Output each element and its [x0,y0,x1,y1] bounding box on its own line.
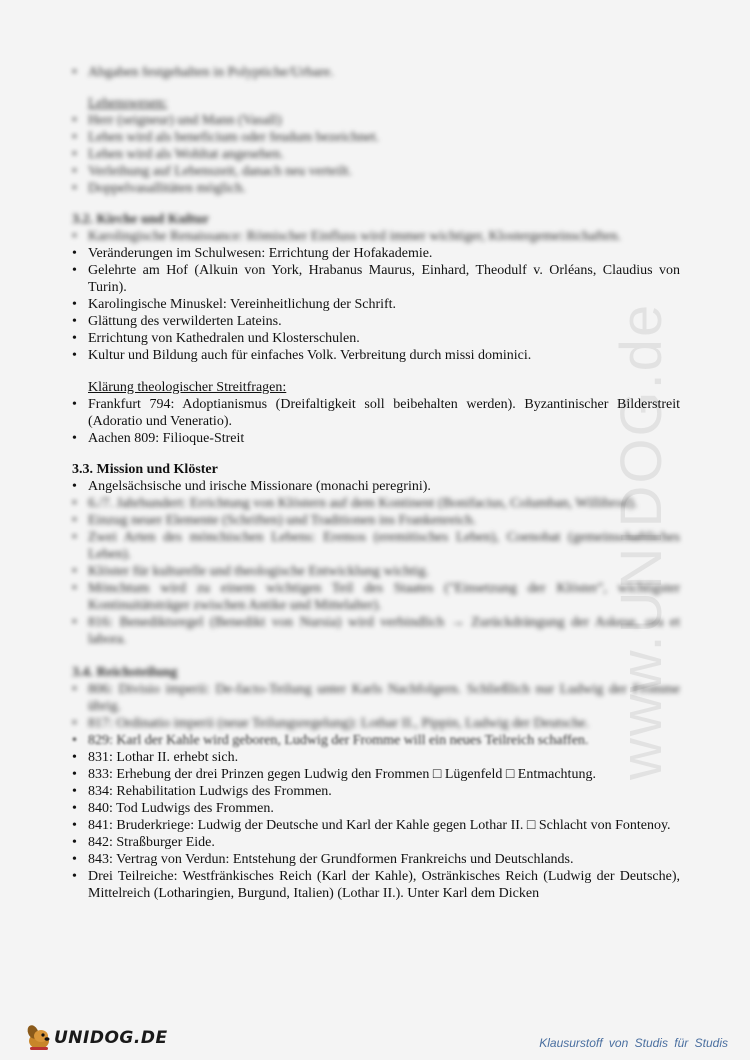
list-item: • Herr (seigneur) und Mann (Vasall) [72,112,680,129]
list-item: • Glättung des verwilderten Lateins. [72,313,680,330]
list-item: • Zwei Arten des mönchischen Lebens: Eremos (eremitisches Leben), Coenobat (gemeinschaftliches Leben). [72,529,680,563]
list-item: • Karolingische Minuskel: Vereinheitlichung der Schrift. [72,296,680,313]
list-item: • 829: Karl der Kahle wird geboren, Ludwig der Fromme will ein neues Teilreich schaffen. [72,732,680,749]
page-footer [0,1010,750,1060]
list-item: • 806: Divisio imperii: De-facto-Teilung unter Karls Nachfolgern. Schließlich nur Ludwig der Fromme übrig. [72,681,680,715]
footer-tagline: Klausurstoff von Studis für Studis [539,1036,728,1050]
list-item: • Gelehrte am Hof (Alkuin von York, Hrabanus Maurus, Einhard, Theodulf v. Orléans, Claudius von Turin). [72,262,680,296]
list-item: • Doppelvasallitäten möglich. [72,180,680,197]
list-item: • Mönchtum wird zu einem wichtigen Teil des Staates ("Einsetzung der Klöster", wichtigster Kontinuitätsträger zwischen Antike und Mittelalter). [72,580,680,614]
subheading: Klärung theologischer Streitfragen: [88,380,287,395]
list-item: • 840: Tod Ludwigs des Frommen. [72,800,680,817]
section-title: 3.4. Reichsteilung [72,665,178,680]
section-title: 3.3. Mission und Klöster [72,462,218,477]
list-item: • 843: Vertrag von Verdun: Entstehung der Grundformen Frankreichs und Deutschlands. [72,851,680,868]
list-item: • Errichtung von Kathedralen und Klosterschulen. [72,330,680,347]
list-item: • Lehen wird als beneficium oder feudum bezeichnet. [72,129,680,146]
blurred-top-block [72,64,680,197]
list-item: • Frankfurt 794: Adoptianismus (Dreifaltigkeit soll beibehalten werden). Byzantinischer Bilderstreit (Adoratio und Veneratio). [72,396,680,430]
list-item: • Aachen 809: Filioque-Streit [72,430,680,447]
list-item: • 834: Rehabilitation Ludwigs des Frommen. [72,783,680,800]
list-item: • Verleihung auf Lebenszeit, danach neu verteilt. [72,163,680,180]
dog-logo-icon [24,1022,54,1052]
list-item: • 831: Lothar II. erhebt sich. [72,749,680,766]
list-item: • 833: Erhebung der drei Prinzen gegen Ludwig den Frommen □ Lügenfeld □ Entmachtung. [72,766,680,783]
list-item: • 817: Ordinatio imperii (neue Teilungsregelung): Lothar II., Pippin, Ludwig der Deutsche. [72,715,680,732]
section-title: 3.2. Kirche und Kultur [72,212,210,227]
list-item: • Einzug neuer Elemente (Schriften) und Traditionen ins Frankenreich. [72,512,680,529]
watermark: www.UNIDOG.de [609,302,674,780]
list-item: • Kultur und Bildung auch für einfaches Volk. Verbreitung durch missi dominici. [72,347,680,364]
list-item: • Drei Teilreiche: Westfränkisches Reich (Karl der Kahle), Ostränkisches Reich (Ludwig der Deutsche), Mittelreich (Lotharingien, Burgund, Italien) (Lothar II.). Unter Karl dem Dicken [72,868,680,902]
subheading: Lehenswesen: [88,96,168,111]
list-item: • 841: Bruderkriege: Ludwig der Deutsche und Karl der Kahle gegen Lothar II. □ Schlacht von Fontenoy. [72,817,680,834]
list-item: • 816: Benediktsregel (Benedikt von Nursia) wird verbindlich → Zurückdrängung der Askese, ora et labora. [72,614,680,648]
list-item: • Karolingische Renaissance: Römischer Einfluss wird immer wichtiger, Klostergemeinschaften. [72,228,680,245]
list-item: • Angelsächsische und irische Missionare (monachi peregrini). [72,478,680,495]
logo-text: UNIDOG.DE [54,1028,168,1048]
list-item: • Abgaben festgehalten in Polyptiche/Urbare. [72,64,680,81]
document-content [72,64,680,902]
list-item: • Veränderungen im Schulwesen: Errichtung der Hofakademie. [72,245,680,262]
list-item: • Lehen wird als Wohltat angesehen. [72,146,680,163]
list-item: • 6./7. Jahrhundert: Errichtung von Klöstern auf dem Kontinent (Bonifacius, Columban, Willibrod). [72,495,680,512]
list-item: • Klöster für kulturelle und theologische Entwicklung wichtig. [72,563,680,580]
list-item: • 842: Straßburger Eide. [72,834,680,851]
